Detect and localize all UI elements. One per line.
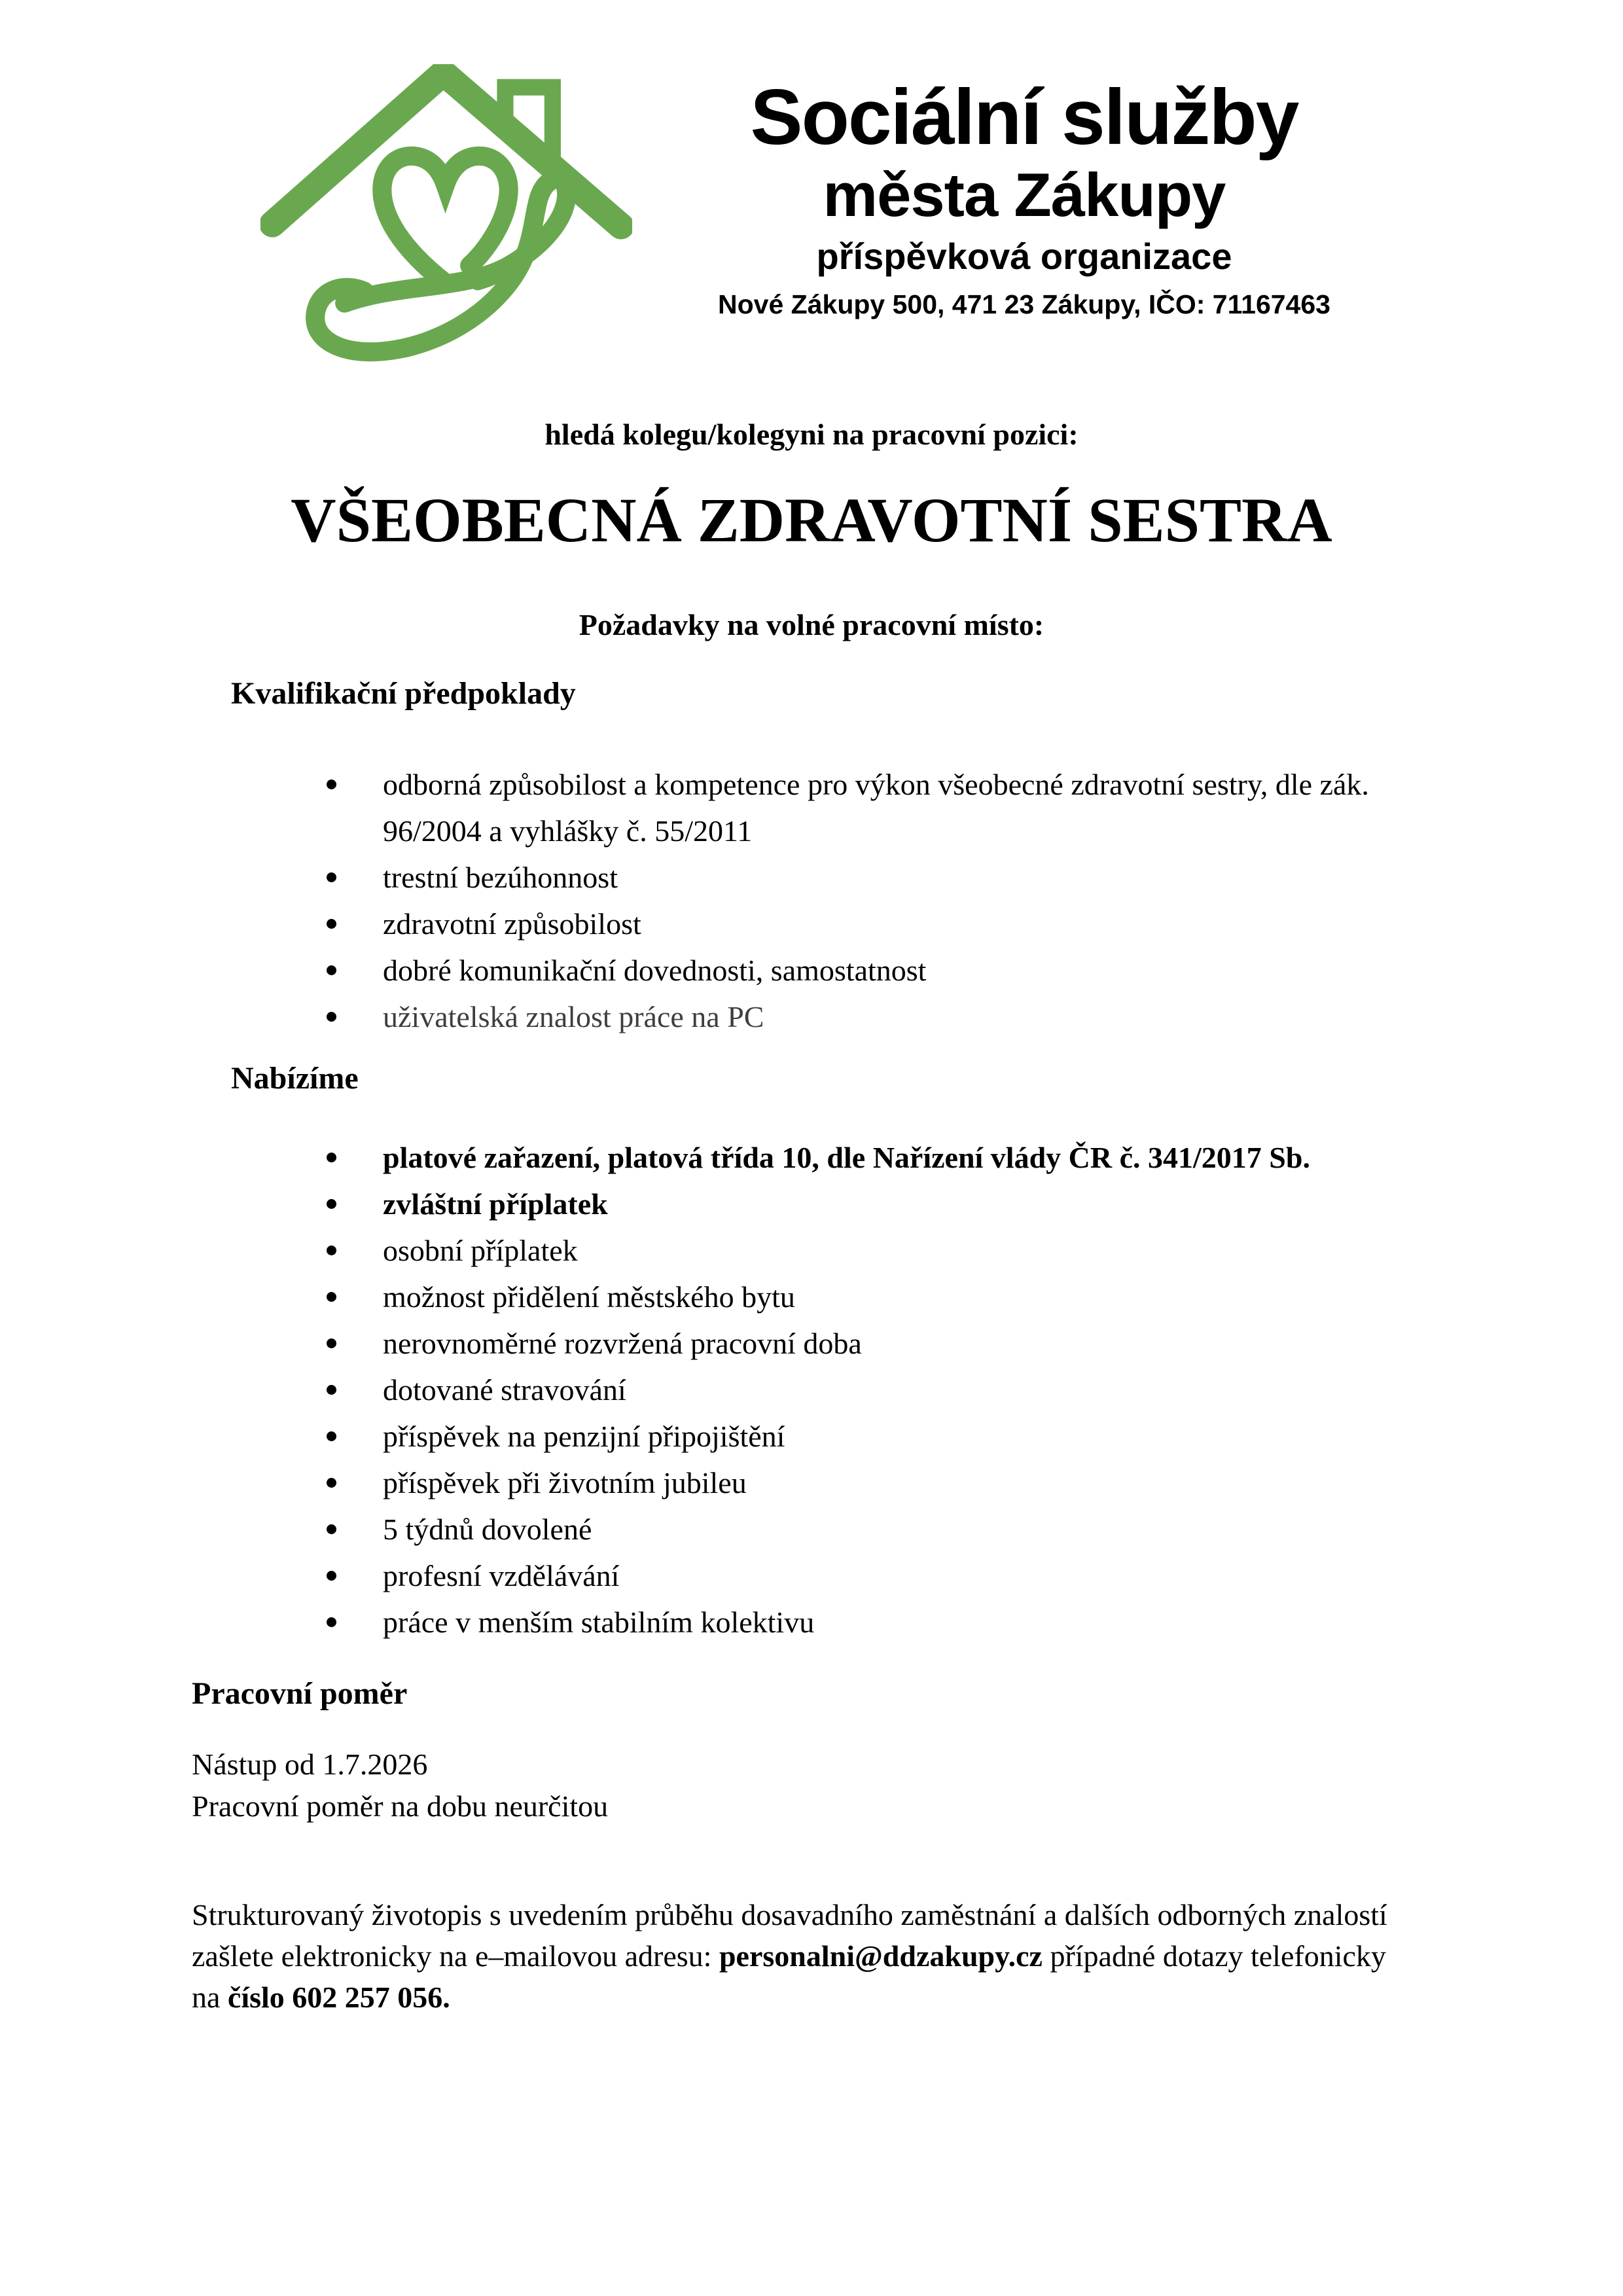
list-item: odborná způsobilost a kompetence pro výkon všeobecné zdravotní sestry, dle zák. 96/2004 a vyhlášky č. 55/2011 bbox=[325, 761, 1385, 854]
qualifications-heading: Kvalifikační předpoklady bbox=[231, 676, 576, 711]
list-item: zdravotní způsobilost bbox=[325, 901, 1385, 947]
requirements-heading: Požadavky na volné pracovní místo: bbox=[579, 608, 1044, 641]
list-item: uživatelská znalost práce na PC bbox=[325, 994, 1385, 1040]
list-item: zvláštní příplatek bbox=[325, 1181, 1438, 1227]
hand-icon bbox=[315, 179, 567, 352]
list-item: osobní příplatek bbox=[325, 1227, 1438, 1274]
contact-email: personalni@ddzakupy.cz bbox=[719, 1939, 1043, 1973]
org-address: Nové Zákupy 500, 471 23 Zákupy, IČO: 71167463 bbox=[718, 289, 1330, 319]
list-item: dobré komunikační dovednosti, samostatnost bbox=[325, 947, 1385, 994]
org-name-line1: Sociální služby bbox=[750, 73, 1298, 161]
position-title: VŠEOBECNÁ ZDRAVOTNÍ SESTRA bbox=[291, 485, 1332, 555]
closing-paragraph bbox=[192, 1894, 1401, 2018]
list-item: dotované stravování bbox=[325, 1367, 1438, 1413]
intro-line: hledá kolegu/kolegyni na pracovní pozici: bbox=[544, 418, 1079, 451]
employment-heading: Pracovní poměr bbox=[192, 1676, 408, 1711]
list-item: trestní bezúhonnost bbox=[325, 854, 1385, 901]
list-item: 5 týdnů dovolené bbox=[325, 1506, 1438, 1552]
list-item: platové zařazení, platová třída 10, dle Nařízení vlády ČR č. 341/2017 Sb. bbox=[325, 1134, 1438, 1181]
hand-heart-house-logo bbox=[260, 64, 632, 395]
qualifications-list bbox=[325, 761, 1385, 1040]
list-item: práce v menším stabilním kolektivu bbox=[325, 1599, 1438, 1645]
contact-phone: číslo 602 257 056. bbox=[227, 1981, 450, 2014]
list-item: příspěvek na penzijní připojištění bbox=[325, 1413, 1438, 1460]
offer-heading: Nabízíme bbox=[231, 1061, 359, 1096]
employment-details bbox=[192, 1744, 608, 1827]
offer-list bbox=[325, 1134, 1438, 1645]
list-item: profesní vzdělávání bbox=[325, 1552, 1438, 1599]
list-item: možnost přidělení městského bytu bbox=[325, 1274, 1438, 1320]
org-type: příspěvková organizace bbox=[816, 235, 1232, 277]
list-item: nerovnoměrné rozvržená pracovní doba bbox=[325, 1320, 1438, 1367]
closing-text: případné dotazy telefonicky na bbox=[192, 1939, 1386, 2014]
list-item: příspěvek při životním jubileu bbox=[325, 1460, 1438, 1506]
closing-text: Strukturovaný životopis s uvedením průběhu dosavadního zaměstnání a dalších odborných znalostí zašlete elektronicky na e–mailovou adresu: bbox=[192, 1898, 1387, 1973]
org-header bbox=[654, 73, 1394, 321]
org-name-line2: města Zákupy bbox=[823, 160, 1226, 230]
start-date: Nástup od 1.7.2026 bbox=[192, 1748, 428, 1781]
contract-type: Pracovní poměr na dobu neurčitou bbox=[192, 1789, 609, 1823]
